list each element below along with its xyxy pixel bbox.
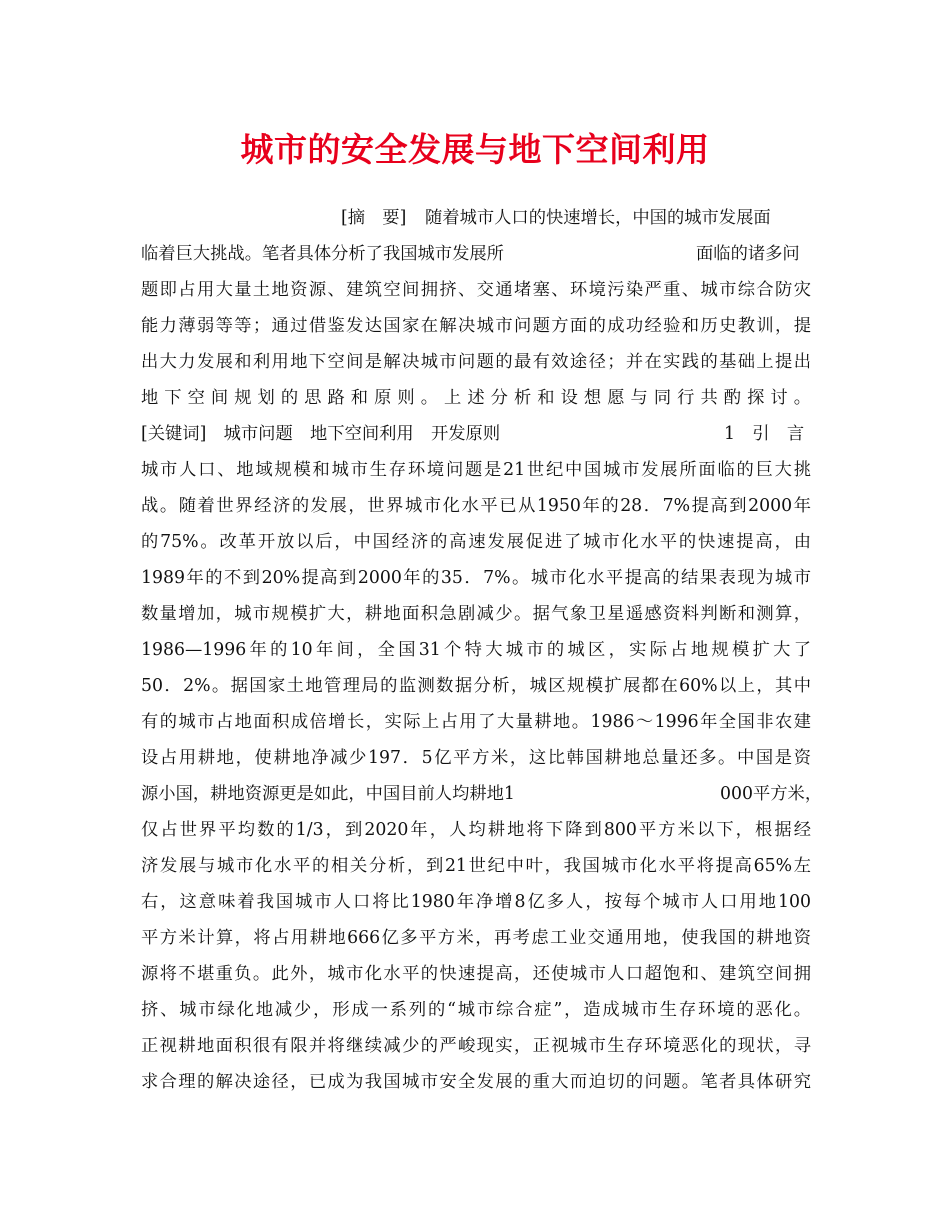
text-line: 平方米计算，将占用耕地666亿多平方米，再考虑工业交通用地，使我国的耕地资 [141,928,811,948]
text-line: 的75%。改革开放以后，中国经济的高速发展促进了城市化水平的快速提高，由 [141,532,811,552]
text-line: 源将不堪重负。此外，城市化水平的快速提高，还使城市人口超饱和、建筑空间拥 [141,964,811,984]
text-line: 正视耕地面积很有限并将继续减少的严峻现实，正视城市生存环境恶化的现状，寻 [141,1036,811,1056]
text-line: 挤、城市绿化地减少，形成一系列的“城市综合症”，造成城市生存环境的恶化。 [141,1000,811,1020]
text-line: 地下空间规划的思路和原则。上述分析和设想愿与同行共酌探讨。 [141,388,811,408]
text-segment: 000平方米， [720,784,823,804]
text-line: 1989年的不到20%提高到2000年的35．7%。城市化水平提高的结果表现为城市 [141,568,811,588]
keywords: [关键词] 城市问题 地下空间利用 开发原则 [141,424,501,444]
text-segment: 面临的诸多问 [696,244,800,264]
text-line: 数量增加，城市规模扩大，耕地面积急剧减少。据气象卫星遥感资料判断和测算， [141,604,811,624]
text-line: 战。随着世界经济的发展，世界城市化水平已从1950年的28．7%提高到2000年 [141,496,811,516]
text-line: 仅占世界平均数的1/3，到2020年，人均耕地将下降到800平方米以下，根据经 [141,820,811,840]
abstract-line-2 [141,239,811,269]
abstract-label: [摘 要] [341,208,407,228]
text-line: 能力薄弱等等；通过借鉴发达国家在解决城市问题方面的成功经验和历史教训，提 [141,316,811,336]
text-line: 有的城市占地面积成倍增长，实际上占用了大量耕地。1986～1996年全国非农建 [141,712,811,732]
text-line: 出大力发展和利用地下空间是解决城市问题的最有效途径；并在实践的基础上提出 [141,352,811,372]
text-segment: 源小国，耕地资源更是如此，中国目前人均耕地1 [141,784,515,804]
keywords-line [141,419,811,449]
text-line: 右，这意味着我国城市人口将比1980年净增8亿多人，按每个城市人口用地100 [141,892,811,912]
document-title: 城市的安全发展与地下空间利用 [240,130,710,169]
text-line: 济发展与城市化水平的相关分析，到21世纪中叶，我国城市化水平将提高65%左 [141,856,811,876]
text-line: 求合理的解决途径，已成为我国城市安全发展的重大而迫切的问题。笔者具体研究 [141,1072,811,1092]
text-line: 设占用耕地，使耕地净减少197．5亿平方米，这比韩国耕地总量还多。中国是资 [141,748,811,768]
text-line-split [141,779,823,809]
text-segment: 随着城市人口的快速增长，中国的城市发展面 [425,208,771,228]
text-line: 题即占用大量土地资源、建筑空间拥挤、交通堵塞、环境污染严重、城市综合防灾 [141,280,811,300]
section-heading: 1 引 言 [724,424,805,444]
text-line: 1986—1996年的10年间，全国31个特大城市的城区，实际占地规模扩大了 [141,640,811,660]
abstract-line-1 [141,203,811,233]
text-segment: 临着巨大挑战。笔者具体分析了我国城市发展所 [141,244,504,264]
text-line: 50．2%。据国家土地管理局的监测数据分析，城区规模扩展都在60%以上，其中 [141,676,811,696]
text-line: 城市人口、地域规模和城市生存环境问题是21世纪中国城市发展所面临的巨大挑 [141,460,811,480]
